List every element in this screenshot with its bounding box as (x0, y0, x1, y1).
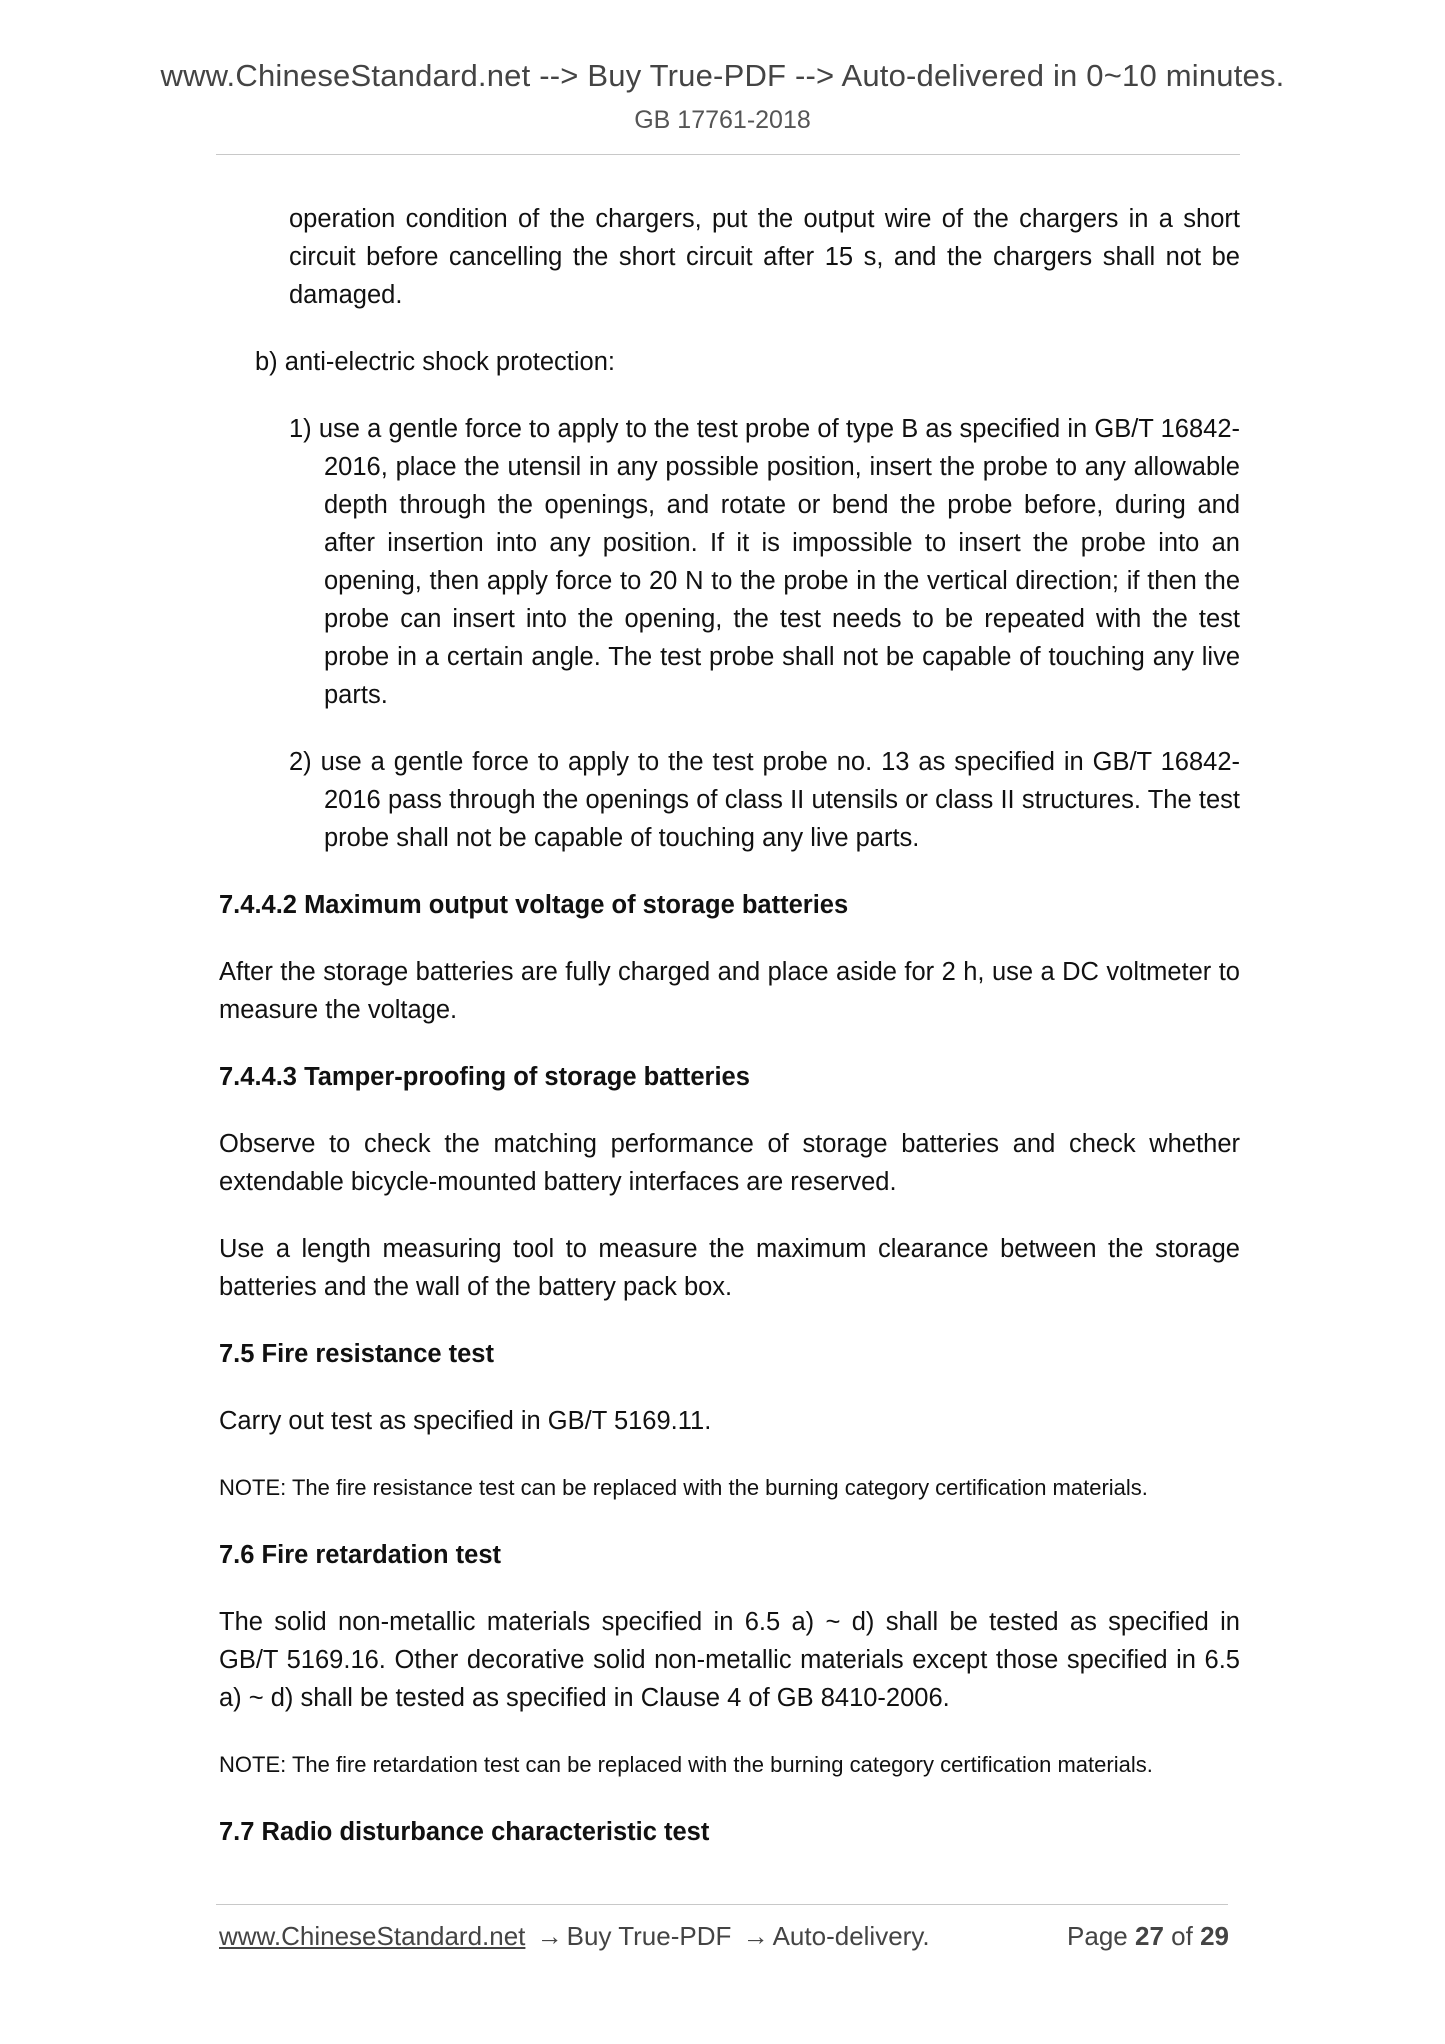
section-heading-7-4-4-3: 7.4.4.3 Tamper-proofing of storage batteries (219, 1063, 750, 1091)
arrow-right-icon: → (536, 1921, 563, 1951)
list-item-1-text: use a gentle force to apply to the test probe of type B as specified in GB/T 16842-2016, place the utensil in any possible position, insert the probe to any allowable depth through the openings, and rotate or bend the probe before, during and after insertion into any position. If it is impossible to insert the probe into an opening, then apply force to 20 N to the probe in the vertical direction; if then the probe can insert into the opening, the test needs to be repeated with the test probe in a certain angle. The test probe shall not be capable of touching any live parts. (318, 415, 1240, 709)
section-text-7-5: Carry out test as specified in GB/T 5169.11. (219, 1407, 712, 1435)
header-divider (216, 154, 1240, 155)
section-heading-7-6: 7.6 Fire retardation test (219, 1541, 502, 1569)
item-b-heading: b) anti-electric shock protection: (255, 348, 615, 376)
footer-divider (216, 1904, 1228, 1905)
arrow-right-icon: → (742, 1921, 769, 1951)
section-text-7-4-4-2: After the storage batteries are fully charged and place aside for 2 h, use a DC voltmeter to measure the voltage. (219, 958, 1240, 1024)
header-site-line: www.ChineseStandard.net --> Buy True-PDF --> Auto-delivered in 0~10 minutes. (160, 58, 1285, 93)
footer-site-link[interactable]: www.ChineseStandard.net (219, 1921, 526, 1951)
footer-links (219, 1921, 930, 1952)
note-7-6: NOTE: The fire retardation test can be replaced with the burning category certification materials. (219, 1752, 1153, 1777)
footer-buy-text: Buy True-PDF (566, 1921, 732, 1951)
page-label: Page (1067, 1921, 1128, 1951)
note-7-5: NOTE: The fire resistance test can be replaced with the burning category certification materials. (219, 1475, 1148, 1500)
page-total: 29 (1200, 1921, 1229, 1951)
section-text-7-4-4-3-a: Observe to check the matching performance of storage batteries and check whether extendable bicycle-mounted battery interfaces are reserved. (219, 1130, 1240, 1196)
header-standard-number: GB 17761-2018 (634, 106, 811, 134)
list-item-2-number: 2) (289, 748, 312, 776)
page-current: 27 (1135, 1921, 1164, 1951)
page-footer (219, 1921, 1229, 1961)
section-heading-7-4-4-2: 7.4.4.2 Maximum output voltage of storage batteries (219, 891, 849, 919)
section-heading-7-5: 7.5 Fire resistance test (219, 1340, 494, 1368)
page-number (1067, 1921, 1229, 1952)
list-item-1-number: 1) (289, 415, 312, 443)
footer-delivery-text: Auto-delivery. (772, 1921, 930, 1951)
document-body (219, 200, 1240, 1880)
section-text-7-4-4-3-b: Use a length measuring tool to measure the maximum clearance between the storage batteries and the wall of the battery pack box. (219, 1235, 1240, 1301)
section-heading-7-7: 7.7 Radio disturbance characteristic test (219, 1818, 710, 1846)
list-item-2-text: use a gentle force to apply to the test probe no. 13 as specified in GB/T 16842-2016 pass through the openings of class II utensils or class II structures. The test probe shall not be capable of touching any live parts. (320, 748, 1240, 852)
of-label: of (1171, 1921, 1193, 1951)
item-a-continuation: operation condition of the chargers, put the output wire of the chargers in a short circuit before cancelling the short circuit after 15 s, and the chargers shall not be damaged. (289, 205, 1240, 309)
list-item-2 (289, 743, 1240, 857)
section-text-7-6: The solid non-metallic materials specified in 6.5 a) ~ d) shall be tested as specified in GB/T 5169.16. Other decorative solid non-metallic materials except those specified in 6.5 a) ~ d) shall be tested as specified in Clause 4 of GB 8410-2006. (219, 1608, 1240, 1712)
list-item-1 (289, 410, 1240, 714)
